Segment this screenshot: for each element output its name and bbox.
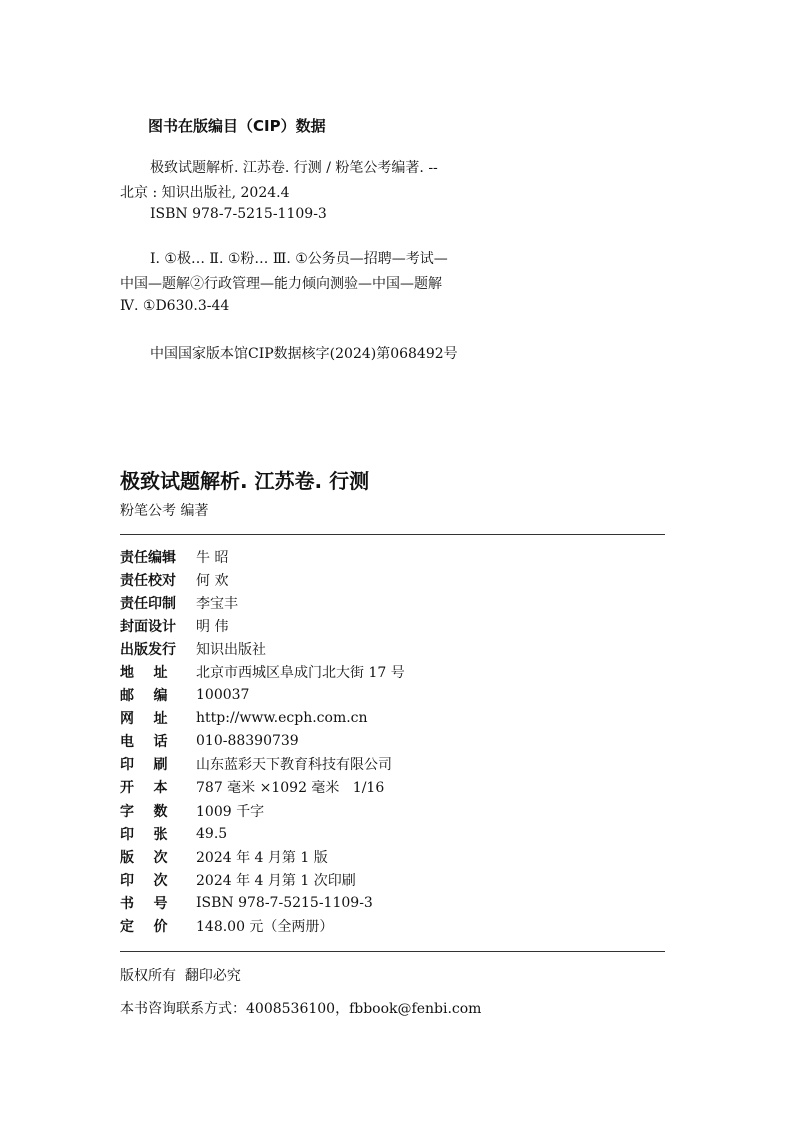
info-row — [120, 707, 405, 730]
info-label: 字 数 — [120, 803, 168, 820]
info-row — [120, 799, 405, 822]
cip-line-1: 极致试题解析. 江苏卷. 行测 / 粉笔公考编著. -- — [150, 160, 438, 176]
top-divider — [120, 534, 665, 535]
cip-line-4: Ⅰ. ①极… Ⅱ. ①粉… Ⅲ. ①公务员—招聘—考试— — [150, 251, 448, 267]
cip-line-5: 中国—题解②行政管理—能力倾向测验—中国—题解 — [120, 276, 442, 292]
info-row — [120, 637, 405, 660]
info-label: 地 址 — [120, 665, 168, 682]
info-value: 148.00 元（全两册） — [196, 919, 334, 936]
info-value: 明 伟 — [196, 618, 229, 635]
book-author: 粉笔公考 编著 — [120, 503, 209, 519]
info-label: 版 次 — [120, 849, 168, 866]
info-label: 印 张 — [120, 826, 168, 843]
info-value: http://www.ecph.com.cn — [196, 710, 368, 727]
info-label: 印 次 — [120, 872, 168, 889]
info-value: ISBN 978-7-5215-1109-3 — [196, 894, 373, 911]
info-row — [120, 730, 405, 753]
copyright-notice: 版权所有 翻印必究 — [120, 968, 241, 984]
info-row — [120, 915, 405, 938]
info-value: 787 毫米 ×1092 毫米 1/16 — [196, 780, 385, 797]
info-row — [120, 591, 405, 614]
info-value: 2024 年 4 月第 1 次印刷 — [196, 872, 356, 889]
info-value: 010-88390739 — [196, 733, 299, 750]
info-value: 2024 年 4 月第 1 版 — [196, 849, 328, 866]
info-label: 责任印制 — [120, 595, 176, 612]
info-value: 100037 — [196, 687, 250, 704]
info-value: 北京市西城区阜成门北大街 17 号 — [196, 665, 405, 682]
info-row — [120, 545, 405, 568]
info-value: 李宝丰 — [196, 595, 238, 612]
info-label: 书 号 — [120, 895, 168, 912]
info-label: 印 刷 — [120, 757, 168, 774]
info-row — [120, 568, 405, 591]
info-label: 定 价 — [120, 919, 168, 936]
info-label: 网 址 — [120, 711, 168, 728]
cip-line-6: Ⅳ. ①D630.3-44 — [120, 298, 230, 314]
cip-title: 图书在版编目（CIP）数据 — [148, 117, 326, 135]
info-label: 责任校对 — [120, 572, 176, 589]
info-label: 开 本 — [120, 780, 168, 797]
contact-info: 本书咨询联系方式：4008536100，fbbook@fenbi.com — [120, 1001, 482, 1017]
info-row — [120, 845, 405, 868]
info-value: 1009 千字 — [196, 803, 265, 820]
cip-line-7: 中国国家版本馆CIP数据核字(2024)第068492号 — [150, 346, 458, 362]
info-label: 邮 编 — [120, 688, 168, 705]
info-row — [120, 776, 405, 799]
info-value: 山东蓝彩天下教育科技有限公司 — [196, 757, 392, 774]
info-row — [120, 753, 405, 776]
info-value: 知识出版社 — [196, 641, 266, 658]
info-label: 责任编辑 — [120, 549, 176, 566]
info-row — [120, 891, 405, 914]
info-label: 封面设计 — [120, 618, 176, 635]
cip-line-2: 北京 : 知识出版社, 2024.4 — [120, 185, 290, 201]
info-row — [120, 822, 405, 845]
bottom-divider — [120, 951, 665, 952]
info-row — [120, 660, 405, 683]
info-label: 电 话 — [120, 734, 168, 751]
info-row — [120, 614, 405, 637]
info-label: 出版发行 — [120, 641, 176, 658]
info-value: 何 欢 — [196, 572, 229, 589]
book-title: 极致试题解析. 江苏卷. 行测 — [120, 469, 370, 493]
info-value: 牛 昭 — [196, 549, 229, 566]
info-row — [120, 868, 405, 891]
info-row — [120, 684, 405, 707]
publication-info — [120, 545, 405, 938]
info-value: 49.5 — [196, 825, 228, 842]
cip-line-3: ISBN 978-7-5215-1109-3 — [150, 206, 327, 222]
